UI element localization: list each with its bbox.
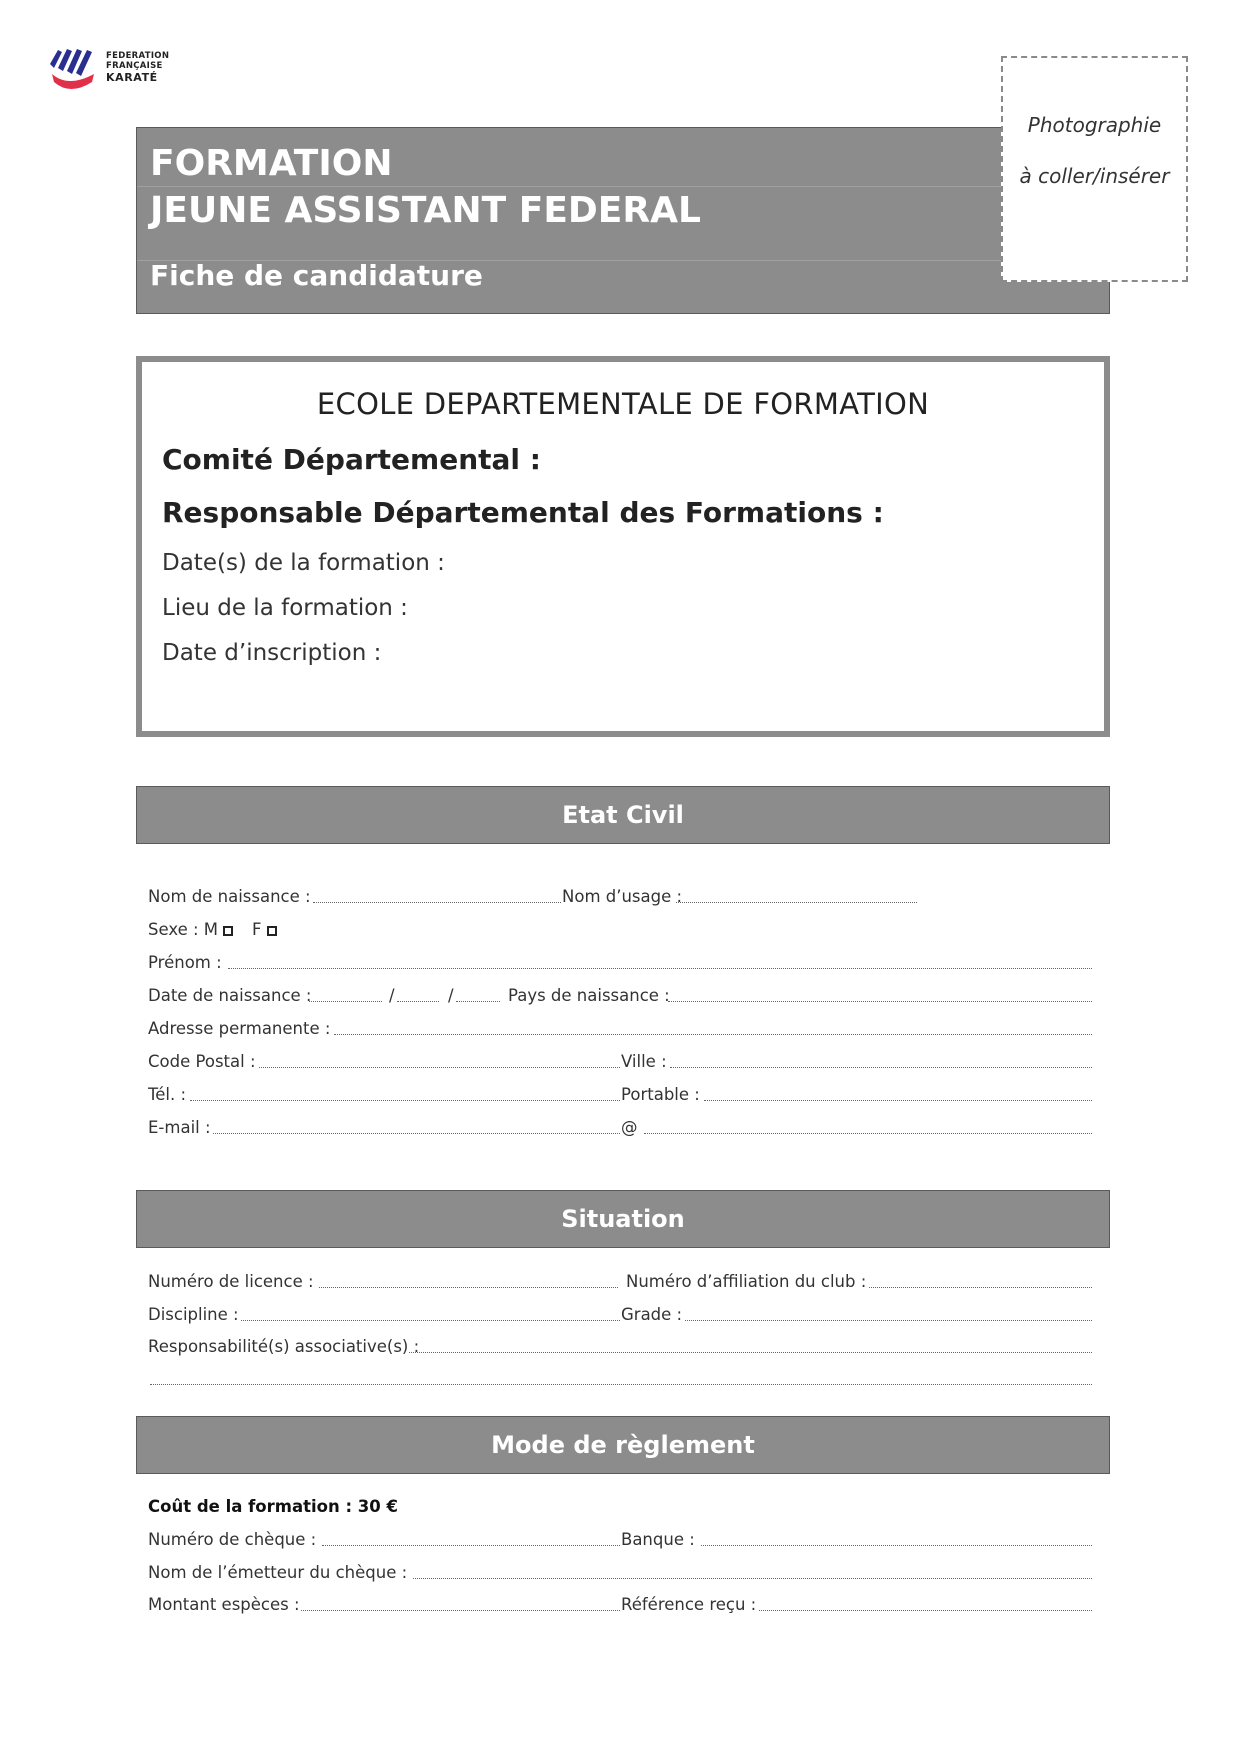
- birth-day-field[interactable]: [309, 1001, 382, 1002]
- logo-line-federation: FEDERATION: [106, 51, 170, 61]
- logo-line-francaise: FRANÇAISE: [106, 61, 163, 71]
- first-name-label: Prénom :: [148, 953, 222, 972]
- birth-name-label: Nom de naissance :: [148, 887, 311, 906]
- photo-instruction: à coller/insérer: [1019, 164, 1170, 188]
- logo-line-karate: KARATÉ: [106, 71, 158, 84]
- address-field[interactable]: [334, 1034, 1092, 1035]
- header-title-line-1: FORMATION: [150, 143, 393, 184]
- receipt-reference-field[interactable]: [759, 1610, 1092, 1611]
- section-situation: Situation: [136, 1190, 1110, 1248]
- grade-label: Grade :: [621, 1305, 683, 1324]
- birth-name-field[interactable]: [313, 902, 561, 903]
- training-dates-label: Date(s) de la formation :: [162, 550, 445, 576]
- address-label: Adresse permanente :: [148, 1019, 331, 1038]
- header-divider: [137, 186, 1009, 187]
- city-label: Ville :: [621, 1052, 667, 1071]
- phone-field[interactable]: [190, 1100, 620, 1101]
- email-user-field[interactable]: [213, 1133, 620, 1134]
- club-affiliation-label: Numéro d’affiliation du club :: [626, 1272, 867, 1291]
- cheque-number-label: Numéro de chèque :: [148, 1530, 317, 1549]
- header-banner: [136, 127, 1110, 314]
- training-place-label: Lieu de la formation :: [162, 595, 408, 621]
- mobile-label: Portable :: [621, 1085, 700, 1104]
- header-subtitle: Fiche de candidature: [150, 259, 483, 292]
- registration-date-label: Date d’inscription :: [162, 640, 382, 666]
- postal-code-label: Code Postal :: [148, 1052, 256, 1071]
- section-payment: Mode de règlement: [136, 1416, 1110, 1474]
- sex-m-label: Sexe : M: [148, 920, 219, 939]
- discipline-field[interactable]: [241, 1320, 620, 1321]
- email-label: E-mail :: [148, 1118, 211, 1137]
- grade-field[interactable]: [685, 1320, 1092, 1321]
- cash-amount-label: Montant espèces :: [148, 1595, 300, 1614]
- club-affiliation-field[interactable]: [869, 1287, 1092, 1288]
- cheque-number-field[interactable]: [322, 1545, 620, 1546]
- cash-amount-field[interactable]: [301, 1610, 620, 1611]
- phone-label: Tél. :: [148, 1085, 187, 1104]
- postal-code-field[interactable]: [259, 1067, 620, 1068]
- email-domain-field[interactable]: [644, 1133, 1092, 1134]
- sex-f-option: [252, 920, 277, 939]
- birth-month-field[interactable]: [397, 1001, 439, 1002]
- city-field[interactable]: [670, 1067, 1092, 1068]
- sex-f-label: F: [252, 920, 262, 939]
- cheque-issuer-label: Nom de l’émetteur du chèque :: [148, 1563, 408, 1582]
- birth-date-label: Date de naissance :: [148, 986, 312, 1005]
- photo-placeholder[interactable]: [1001, 56, 1188, 282]
- cheque-issuer-field[interactable]: [413, 1578, 1092, 1579]
- training-cost: Coût de la formation : 30 €: [148, 1497, 398, 1516]
- sex-f-checkbox[interactable]: [267, 926, 277, 936]
- mobile-field[interactable]: [704, 1100, 1092, 1101]
- training-manager-label: Responsable Départemental des Formations :: [162, 496, 884, 529]
- sex-label: [148, 920, 233, 939]
- receipt-reference-label: Référence reçu :: [621, 1595, 757, 1614]
- license-number-field[interactable]: [319, 1287, 618, 1288]
- email-at-sign: @: [621, 1118, 638, 1137]
- section-etat-civil: Etat Civil: [136, 786, 1110, 844]
- sex-m-checkbox[interactable]: [223, 926, 233, 936]
- license-number-label: Numéro de licence :: [148, 1272, 314, 1291]
- discipline-label: Discipline :: [148, 1305, 239, 1324]
- committee-label: Comité Départemental :: [162, 443, 541, 476]
- first-name-field[interactable]: [228, 968, 1092, 969]
- karate-logo-icon: [48, 44, 104, 94]
- federation-logo: [48, 44, 178, 94]
- responsibilities-field-line-2[interactable]: [150, 1384, 1092, 1385]
- bank-label: Banque :: [621, 1530, 695, 1549]
- birth-country-label: Pays de naissance :: [508, 986, 670, 1005]
- birth-country-field[interactable]: [668, 1001, 1092, 1002]
- header-title-line-2: JEUNE ASSISTANT FEDERAL: [150, 190, 701, 231]
- bank-field[interactable]: [701, 1545, 1092, 1546]
- usage-name-label: Nom d’usage :: [562, 887, 683, 906]
- date-separator: /: [448, 986, 454, 1005]
- responsibilities-label: Responsabilité(s) associative(s) :: [148, 1337, 420, 1356]
- school-info-box: [136, 356, 1110, 737]
- school-title: ECOLE DEPARTEMENTALE DE FORMATION: [316, 387, 930, 421]
- responsibilities-field[interactable]: [409, 1352, 1092, 1353]
- date-separator: /: [389, 986, 395, 1005]
- usage-name-field[interactable]: [676, 902, 917, 903]
- birth-year-field[interactable]: [456, 1001, 500, 1002]
- photo-label: Photographie: [1027, 113, 1162, 137]
